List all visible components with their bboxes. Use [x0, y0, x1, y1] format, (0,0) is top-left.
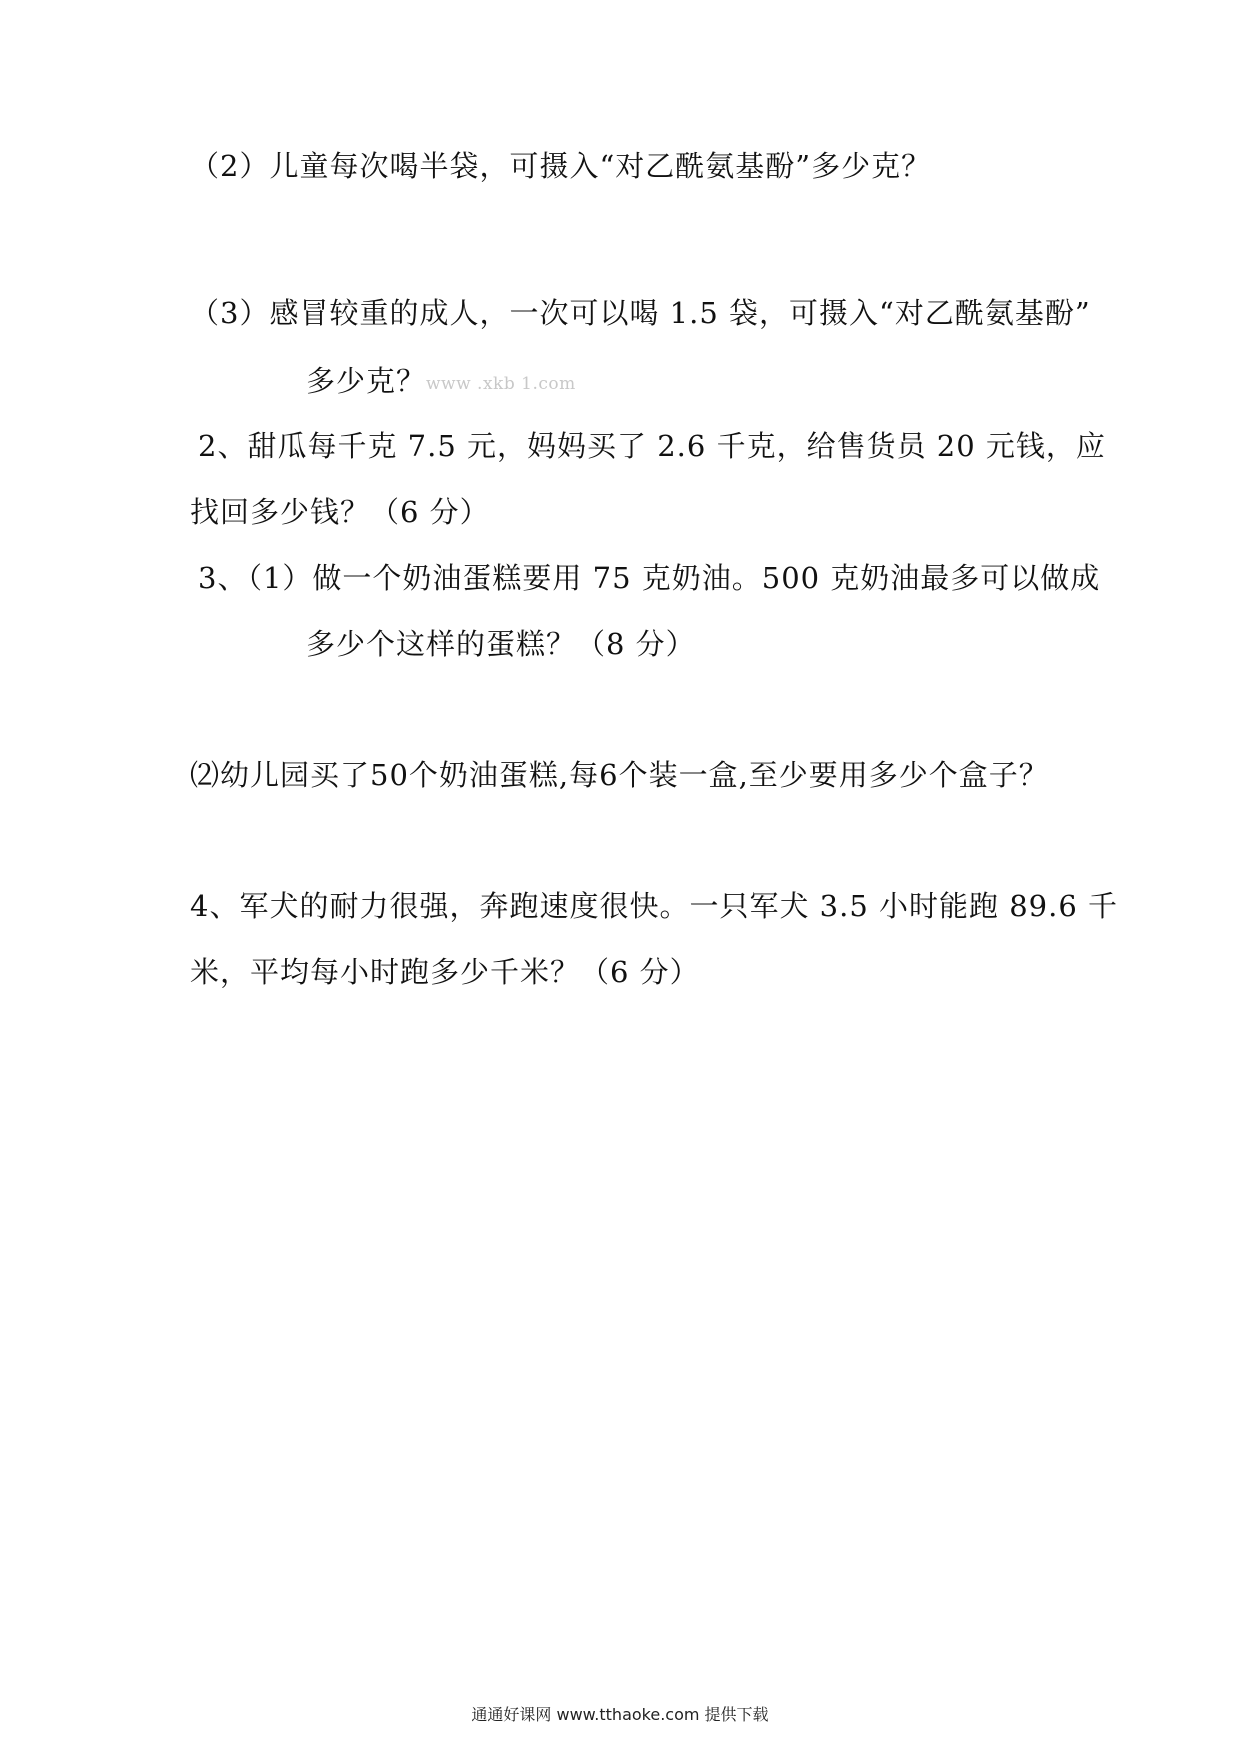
watermark-text: www .xkb 1.com: [426, 374, 576, 394]
question-2-line-1: 2、甜瓜每千克 7.5 元，妈妈买了 2.6 千克，给售货员 20 元钱，应: [198, 429, 1106, 463]
page-footer: 通通好课网 www.tthaoke.com 提供下载: [471, 1705, 769, 1724]
question-3-part-2: ⑵幼儿园买了50个奶油蛋糕,每6个装一盒,至少要用多少个盒子？: [190, 758, 1049, 792]
question-1-part-3-line-2: 多少克？: [306, 364, 427, 398]
question-1-part-3-line-1: （3）感冒较重的成人，一次可以喝 1.5 袋，可摄入“对乙酰氨基酚”: [190, 296, 1091, 330]
question-4-line-2: 米，平均每小时跑多少千米？（6 分）: [190, 955, 700, 989]
question-2-line-2: 找回多少钱？（6 分）: [190, 495, 490, 529]
question-3-part-1-line-2: 多少个这样的蛋糕？（8 分）: [306, 627, 696, 661]
question-3-part-1-line-1: 3、（1）做一个奶油蛋糕要用 75 克奶油。500 克奶油最多可以做成: [198, 561, 1101, 595]
question-4-line-1: 4、军犬的耐力很强，奔跑速度很快。一只军犬 3.5 小时能跑 89.6 千: [190, 889, 1119, 923]
question-1-part-2: （2）儿童每次喝半袋，可摄入“对乙酰氨基酚”多少克？: [190, 149, 932, 183]
